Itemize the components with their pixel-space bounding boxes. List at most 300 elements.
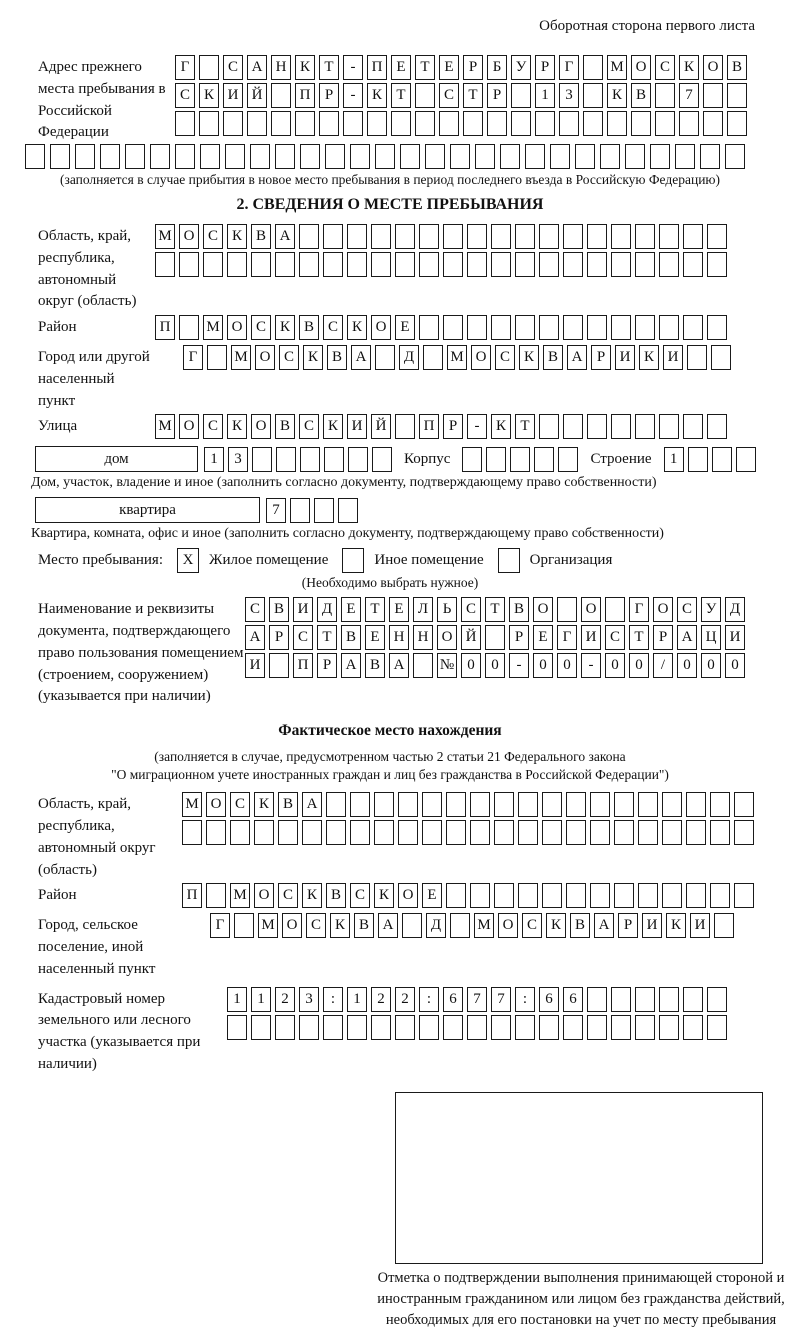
char-box [558,447,578,472]
document-row-2 [245,625,755,650]
char-box: О [179,224,199,249]
char-box: И [725,625,745,650]
ulitsa-field [25,414,755,442]
char-box [539,1015,559,1040]
char-box [347,252,367,277]
char-box: М [607,55,627,80]
char-box [350,792,370,817]
char-box [659,315,679,340]
char-box [446,883,466,908]
char-box: В [269,597,289,622]
char-box [614,883,634,908]
dom-caption: Дом, участок, владение и иное (заполнить согласно документу, подтверждающему право собственности) [31,475,657,491]
char-box: У [701,597,721,622]
page-header-note: Оборотная сторона первого листа [539,18,755,34]
char-box: Е [422,883,442,908]
char-box: 0 [701,653,721,678]
korpus-boxes [462,447,578,472]
char-box [631,111,651,136]
gorod-row [183,345,755,409]
char-box: С [245,597,265,622]
char-box [419,252,439,277]
char-box [491,252,511,277]
char-box: К [295,55,315,80]
char-box [734,883,754,908]
char-box [300,144,320,169]
char-box: В [509,597,529,622]
char-box: М [182,792,202,817]
char-box [707,414,727,439]
kadastr-row-1 [227,987,755,1012]
char-box [686,883,706,908]
char-box [326,820,346,845]
char-box: В [299,315,319,340]
char-box: А [389,653,409,678]
fact-oblast-row-1 [182,792,755,817]
char-box [50,144,70,169]
char-box [398,792,418,817]
char-box [611,252,631,277]
char-box [300,447,320,472]
char-box [511,111,531,136]
char-box: К [347,315,367,340]
char-box [736,447,756,472]
raion-label: Район [38,319,77,335]
char-box [707,1015,727,1040]
char-box: Е [439,55,459,80]
char-box [659,252,679,277]
char-box [323,1015,343,1040]
char-box [302,820,322,845]
char-box [467,252,487,277]
char-box [391,111,411,136]
char-box [422,820,442,845]
char-box [314,498,334,523]
char-box: Д [399,345,419,370]
char-box: С [605,625,625,650]
kvartira-caption: Квартира, комната, офис и иное (заполнить согласно документу, подтверждающему право собственности) [31,526,664,542]
char-box [419,315,439,340]
char-box: П [182,883,202,908]
kvartira-row [25,497,755,523]
kadastr-row-2 [227,1015,755,1040]
char-box: : [323,987,343,1012]
char-box: Е [533,625,553,650]
char-box: В [251,224,271,249]
char-box [323,224,343,249]
char-box [625,144,645,169]
char-box [712,447,732,472]
char-box [611,315,631,340]
char-box: О [581,597,601,622]
prev-address-row-4 [25,144,755,169]
char-box [587,1015,607,1040]
char-box: - [509,653,529,678]
char-box [275,1015,295,1040]
char-box [707,987,727,1012]
char-box: С [251,315,271,340]
char-box: Ц [701,625,721,650]
char-box [510,447,530,472]
char-box: О [471,345,491,370]
char-box: О [703,55,723,80]
char-box: С [293,625,313,650]
char-box [683,252,703,277]
char-box [206,820,226,845]
fact-oblast-row-2 [182,820,755,845]
char-box [687,345,707,370]
char-box [25,144,45,169]
char-box [179,315,199,340]
char-box: : [515,987,535,1012]
char-box: К [323,414,343,439]
char-box: 0 [533,653,553,678]
char-box [542,792,562,817]
char-box: - [467,414,487,439]
oblast-row-1 [155,224,755,249]
char-box [725,144,745,169]
char-box [491,315,511,340]
fact-raion-row [182,883,755,908]
char-box: Т [485,597,505,622]
prev-address-block [25,55,755,144]
char-box [590,792,610,817]
char-box [375,345,395,370]
char-box [251,252,271,277]
char-box [611,987,631,1012]
char-box [515,1015,535,1040]
char-box [467,315,487,340]
char-box: М [231,345,251,370]
organizatsiya-label: Организация [529,552,613,569]
char-box [518,883,538,908]
char-box: И [347,414,367,439]
prev-address-row-1 [175,55,755,80]
char-box [450,913,470,938]
char-box [563,224,583,249]
char-box: Р [618,913,638,938]
char-box [175,111,195,136]
char-box [374,820,394,845]
char-box [662,883,682,908]
char-box: П [155,315,175,340]
char-box [203,252,223,277]
ulitsa-row [155,414,755,439]
kadastr-field [25,987,755,1076]
char-box [470,820,490,845]
char-box: И [615,345,635,370]
char-box: В [631,83,651,108]
char-box: О [251,414,271,439]
char-box [518,792,538,817]
char-box: А [341,653,361,678]
char-box [324,447,344,472]
char-box: И [223,83,243,108]
char-box [679,111,699,136]
char-box: А [378,913,398,938]
char-box [550,144,570,169]
char-box: К [639,345,659,370]
char-box: 7 [679,83,699,108]
char-box: Р [509,625,529,650]
char-box: А [677,625,697,650]
char-box [254,820,274,845]
char-box: С [230,792,250,817]
char-box: № [437,653,457,678]
char-box [207,345,227,370]
char-box [518,820,538,845]
char-box: С [203,224,223,249]
char-box [252,447,272,472]
char-box [487,111,507,136]
char-box: 2 [371,987,391,1012]
fact-oblast-field [25,792,755,881]
document-row-1 [245,597,755,622]
gorod-field [25,345,755,412]
char-box: А [594,913,614,938]
section2-title: 2. СВЕДЕНИЯ О МЕСТЕ ПРЕБЫВАНИЯ [236,196,544,213]
fact-title: Фактическое место нахождения [278,722,502,739]
char-box: И [245,653,265,678]
oblast-field [25,224,755,313]
char-box [443,315,463,340]
char-box: 0 [677,653,697,678]
char-box: К [302,883,322,908]
char-box [563,315,583,340]
char-box: К [275,315,295,340]
char-box [710,792,730,817]
char-box [688,447,708,472]
char-box [583,83,603,108]
mesto-note: (Необходимо выбрать нужное) [301,575,479,591]
char-box: М [230,883,250,908]
char-box: О [437,625,457,650]
char-box [75,144,95,169]
char-box [367,111,387,136]
char-box [371,252,391,277]
char-box [650,144,670,169]
char-box: М [474,913,494,938]
char-box [500,144,520,169]
char-box [348,447,368,472]
char-box: В [278,792,298,817]
char-box: Д [725,597,745,622]
char-box [206,883,226,908]
char-box: 6 [563,987,583,1012]
char-box [605,597,625,622]
char-box [450,144,470,169]
char-box [659,224,679,249]
char-box: О [371,315,391,340]
char-box [710,820,730,845]
char-box [299,1015,319,1040]
char-box: Р [653,625,673,650]
char-box: 1 [664,447,684,472]
char-box: 3 [559,83,579,108]
char-box: С [203,414,223,439]
char-box [700,144,720,169]
char-box: И [663,345,683,370]
char-box [611,224,631,249]
char-box: С [461,597,481,622]
char-box [662,820,682,845]
char-box: Т [365,597,385,622]
char-box: К [330,913,350,938]
char-box [635,224,655,249]
char-box [583,55,603,80]
char-box [343,111,363,136]
char-box [486,447,506,472]
char-box [347,1015,367,1040]
char-box [250,144,270,169]
char-box: К [374,883,394,908]
char-box [614,820,634,845]
char-box [485,625,505,650]
char-box [494,883,514,908]
char-box [227,1015,247,1040]
char-box: 1 [535,83,555,108]
char-box [398,820,418,845]
char-box: А [302,792,322,817]
char-box [275,252,295,277]
char-box [662,792,682,817]
char-box [319,111,339,136]
char-box: Т [415,55,435,80]
char-box [734,792,754,817]
char-box: 0 [629,653,649,678]
char-box [425,144,445,169]
ulitsa-label: Улица [38,418,78,435]
char-box [276,447,296,472]
char-box: О [533,597,553,622]
char-box: С [175,83,195,108]
char-box [467,224,487,249]
char-box: А [567,345,587,370]
char-box: К [199,83,219,108]
char-box: С [439,83,459,108]
char-box: С [677,597,697,622]
char-box: О [227,315,247,340]
char-box [275,144,295,169]
char-box [683,315,703,340]
char-box [299,252,319,277]
char-box [155,252,175,277]
char-box [707,252,727,277]
char-box [475,144,495,169]
char-box: Е [365,625,385,650]
char-box [539,315,559,340]
char-box [470,792,490,817]
char-box: : [419,987,439,1012]
char-box: 2 [275,987,295,1012]
char-box [557,597,577,622]
char-box: - [343,55,363,80]
char-box [395,1015,415,1040]
char-box: М [258,913,278,938]
char-box [686,820,706,845]
char-box: Р [269,625,289,650]
char-box: П [293,653,313,678]
char-box [703,83,723,108]
char-box: В [570,913,590,938]
char-box [559,111,579,136]
mesto-label: Место пребывания: [38,552,163,569]
char-box: Т [629,625,649,650]
kvartira-cell: квартира [35,497,260,523]
char-box [714,913,734,938]
char-box [611,414,631,439]
char-box [395,414,415,439]
char-box: 6 [539,987,559,1012]
char-box [299,224,319,249]
char-box: С [306,913,326,938]
char-box [227,252,247,277]
char-box: Е [391,55,411,80]
char-box [534,447,554,472]
char-box: 1 [347,987,367,1012]
char-box: 0 [605,653,625,678]
char-box [590,883,610,908]
char-box [271,111,291,136]
char-box: А [351,345,371,370]
char-box: К [519,345,539,370]
char-box [703,111,723,136]
char-box [422,792,442,817]
char-box: К [227,414,247,439]
char-box [372,447,392,472]
char-box [607,111,627,136]
char-box [175,144,195,169]
prev-address-note: (заполняется в случае прибытия в новое место пребывания в период последнего въезда в Российскую Федерацию) [59,172,721,187]
char-box [491,224,511,249]
char-box: В [275,414,295,439]
char-box: И [642,913,662,938]
char-box [566,883,586,908]
fact-gorod-field [25,913,755,980]
char-box [462,447,482,472]
char-box [635,252,655,277]
char-box [635,1015,655,1040]
char-box [350,144,370,169]
char-box [200,144,220,169]
char-box [223,111,243,136]
char-box [683,987,703,1012]
char-box: - [581,653,601,678]
char-box [271,83,291,108]
char-box [655,83,675,108]
char-box: Е [341,597,361,622]
char-box: В [727,55,747,80]
char-box: 2 [395,987,415,1012]
char-box: О [398,883,418,908]
char-box: В [327,345,347,370]
char-box: 0 [725,653,745,678]
document-label: Наименование и реквизиты документа, подтверждающего право пользования помещением (строением, сооружением) (указывается при наличии) [38,601,244,705]
char-box: А [247,55,267,80]
char-box: 7 [266,498,286,523]
char-box [371,1015,391,1040]
char-box: М [203,315,223,340]
char-box: И [581,625,601,650]
char-box [446,820,466,845]
char-box [542,820,562,845]
char-box: Р [319,83,339,108]
char-box [587,987,607,1012]
char-box [234,913,254,938]
char-box [494,792,514,817]
char-box [325,144,345,169]
fact-gorod-row [210,913,755,977]
